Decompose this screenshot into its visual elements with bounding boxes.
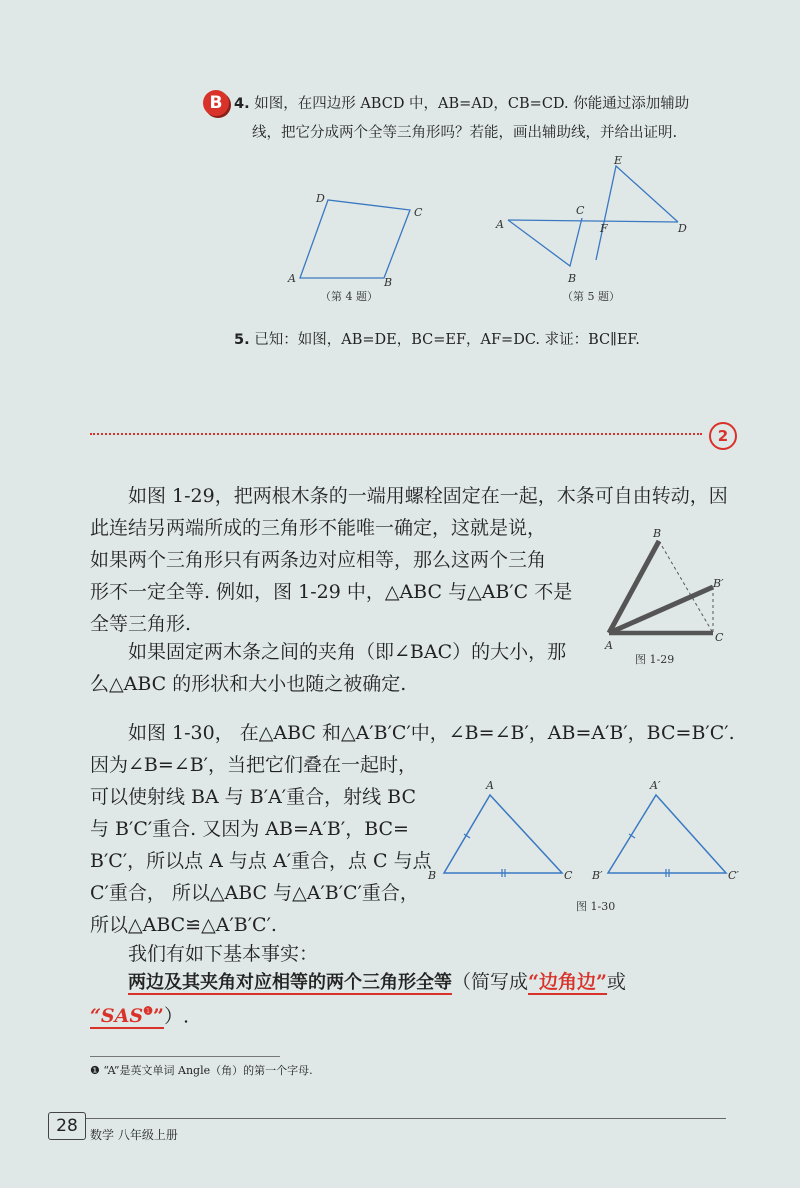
fact-quote-sas-cn: “边角边” [528,971,607,993]
figure-5-triangles [495,154,687,285]
para3-line1: 如图 1-30， 在△ABC 和△A′B′C′中，∠B=∠B′，AB=A′B′，BC=B′C′. [128,722,735,744]
fig5-label-e: E [614,154,623,167]
fact-bold-text: 两边及其夹角对应相等的两个三角形全等 [128,972,452,993]
fig130-label-c: C [564,869,573,882]
question-4-line2: 线，把它分成两个全等三角形吗？若能，画出辅助线，并给出证明. [252,125,678,141]
fact-footnote-mark: ❶ [143,1005,153,1018]
fact-paren-close: ）. [163,1005,189,1028]
para3-line3: 可以使射线 BA 与 B′A′重合，射线 BC [90,786,417,808]
fact-quote-end: ” [153,1005,164,1028]
fig130-label-cp: C′ [728,869,739,882]
section-number-badge: 2 [709,422,737,450]
para1-line5: 全等三角形. [90,613,192,635]
footer-book-title: 数学 八年级上册 [90,1128,178,1142]
footnote-divider [90,1056,280,1057]
section-divider [90,433,702,435]
fact-sas: “SAS [90,1005,144,1028]
fact-or: 或 [606,971,626,993]
para2-line1: 如果固定两木条之间的夹角（即∠BAC）的大小，那 [128,641,567,663]
para1-line1: 如图 1-29，把两根木条的一端用螺栓固定在一起，木条可自由转动，因 [128,485,728,507]
fig5-caption: （第 5 题） [562,290,620,303]
figure-4-quadrilateral [287,192,423,289]
basic-fact-line2 [90,996,189,1032]
fig4-label-d: D [316,192,325,205]
fig4-label-c: C [414,206,423,219]
fig4-caption: （第 4 题） [320,290,378,303]
page-number: 28 [48,1112,86,1140]
fig4-label-a: A [288,272,296,285]
fig5-label-c: C [576,204,585,217]
question-4 [234,89,689,119]
para3-line5: B′C′，所以点 A 与点 A′重合，点 C 与点 [90,850,432,872]
footnote: ❶ “A”是英文单词 Angle（角）的第一个字母. [90,1064,313,1077]
level-badge-icon: B [203,90,229,116]
fact-paren-open: （简写成 [452,971,529,993]
footer-rule [86,1118,726,1119]
fig4-label-b: B [384,276,393,289]
figures-4-5 [280,150,700,310]
fact-intro: 我们有如下基本事实： [128,943,319,965]
fig130-label-ap: A′ [650,779,661,792]
fig5-label-d: D [678,222,687,235]
fig5-label-f: F [600,222,608,235]
question-5 [234,325,640,355]
question-4-number: 4. [234,96,250,112]
basic-fact [128,966,626,999]
figure-1-29 [595,525,755,675]
question-5-text: 已知：如图，AB=DE，BC=EF，AF=DC. 求证：BC∥EF. [254,332,640,348]
question-4-line1: 如图，在四边形 ABCD 中，AB=AD，CB=CD. 你能通过添加辅助 [254,96,690,112]
para3-line6: C′重合， 所以△ABC 与△A′B′C′重合， [90,882,419,904]
para3-line2: 因为∠B=∠B′，当把它们叠在一起时， [90,754,417,776]
para1-line4: 形不一定全等. 例如，图 1-29 中，△ABC 与△AB′C 不是 [90,581,573,603]
fig129-label-b: B [653,527,662,540]
fig130-label-a: A [486,779,494,792]
figure-1-30 [420,775,750,945]
fig5-label-b: B [568,272,577,285]
fig130-label-bp: B′ [592,869,603,882]
fig129-label-bp: B′ [713,577,724,590]
fig129-caption: 图 1-29 [635,653,675,666]
para2-line2: 么△ABC 的形状和大小也随之被确定. [90,673,407,695]
para1-line2: 此连结另两端所成的三角形不能唯一确定，这就是说， [90,517,547,539]
fig129-label-a: A [605,639,613,652]
question-5-number: 5. [234,332,250,348]
para1-line3: 如果两个三角形只有两条边对应相等，那么这两个三角 [90,549,547,571]
para3-line4: 与 B′C′重合. 又因为 AB=A′B′，BC= [90,818,409,840]
fig129-label-c: C [715,631,724,644]
para3-line7: 所以△ABC≌△A′B′C′. [90,914,277,936]
fact-quote-sas-en [90,1005,164,1029]
fig5-label-a: A [496,218,504,231]
fig130-label-b: B [428,869,437,882]
fig130-caption: 图 1-30 [576,900,616,913]
